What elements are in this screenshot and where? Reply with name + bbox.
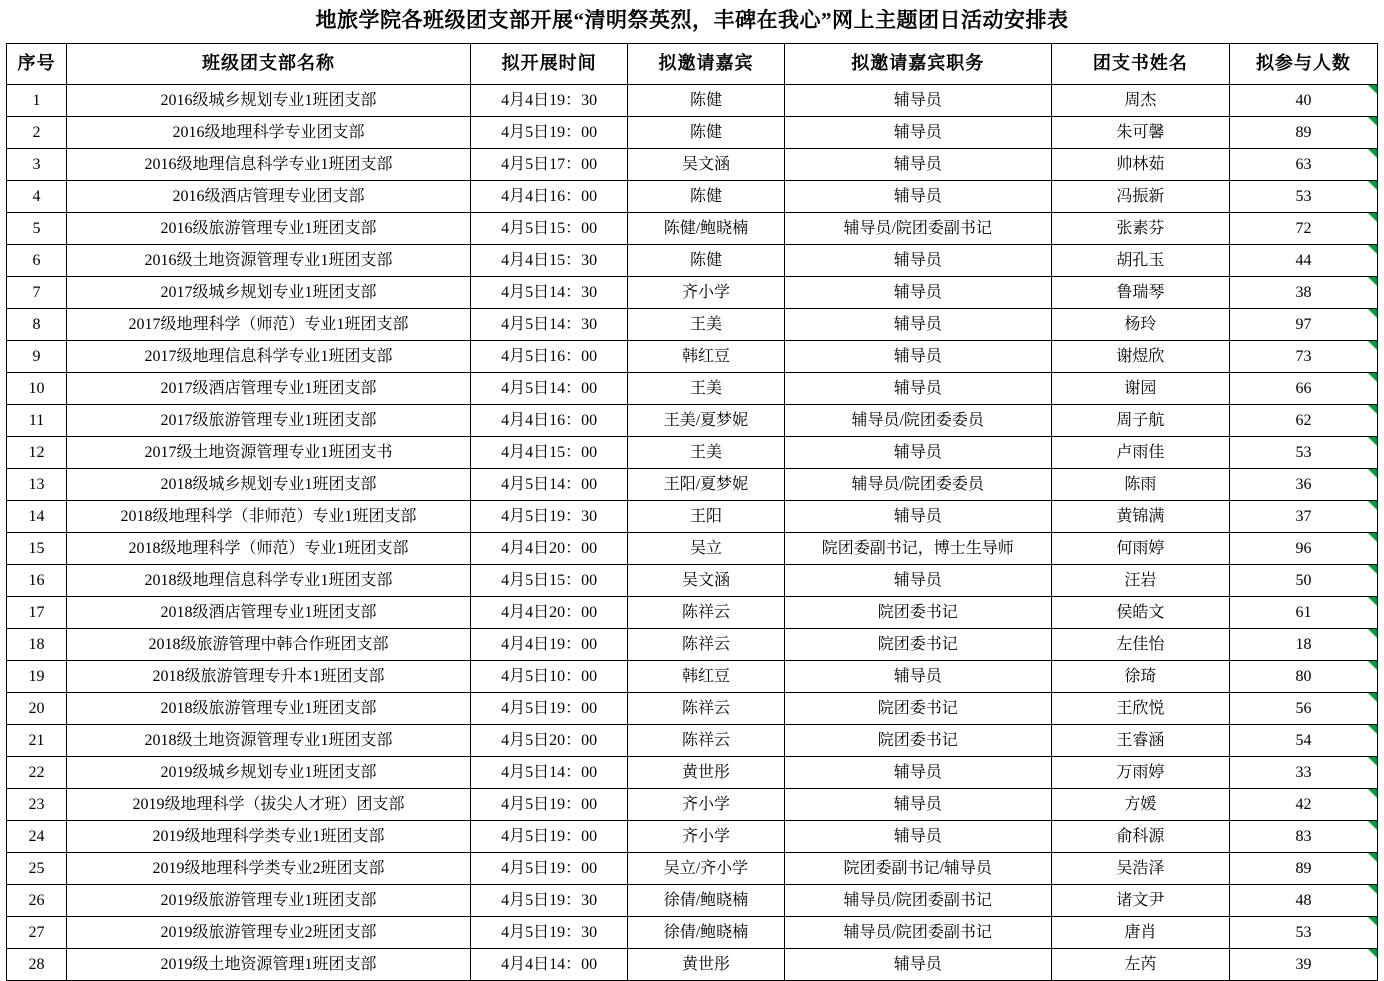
cell-guest: 陈祥云	[628, 693, 784, 725]
cell-secretary: 何雨婷	[1051, 533, 1229, 565]
column-header-index: 序号	[7, 44, 67, 85]
schedule-table	[6, 43, 1378, 981]
cell-participants: 40	[1229, 85, 1377, 117]
table-row	[7, 309, 1378, 341]
cell-time: 4月5日20：00	[470, 725, 627, 757]
cell-time: 4月4日20：00	[470, 597, 627, 629]
cell-guest-title: 院团委书记	[784, 597, 1051, 629]
cell-participants: 53	[1229, 181, 1377, 213]
cell-time: 4月4日19：00	[470, 629, 627, 661]
cell-time: 4月5日10：00	[470, 661, 627, 693]
cell-guest-title: 辅导员	[784, 245, 1051, 277]
cell-guest-title: 辅导员	[784, 437, 1051, 469]
cell-branch-name: 2017级地理信息科学专业1班团支部	[67, 341, 471, 373]
cell-guest-title: 辅导员	[784, 501, 1051, 533]
cell-guest: 陈健	[628, 245, 784, 277]
cell-time: 4月5日14：30	[470, 277, 627, 309]
table-header-row	[7, 44, 1378, 85]
table-row	[7, 533, 1378, 565]
cell-participants: 53	[1229, 437, 1377, 469]
cell-index: 21	[7, 725, 67, 757]
cell-branch-name: 2018级土地资源管理专业1班团支部	[67, 725, 471, 757]
cell-participants: 39	[1229, 949, 1377, 981]
cell-participants: 56	[1229, 693, 1377, 725]
cell-branch-name: 2019级城乡规划专业1班团支部	[67, 757, 471, 789]
cell-guest-title: 辅导员	[784, 117, 1051, 149]
cell-guest-title: 辅导员/院团委委员	[784, 405, 1051, 437]
cell-branch-name: 2018级地理科学（师范）专业1班团支部	[67, 533, 471, 565]
cell-secretary: 周杰	[1051, 85, 1229, 117]
cell-secretary: 左佳怡	[1051, 629, 1229, 661]
cell-guest: 陈健/鲍晓楠	[628, 213, 784, 245]
cell-time: 4月4日14：00	[470, 949, 627, 981]
cell-secretary: 黄锦满	[1051, 501, 1229, 533]
cell-branch-name: 2018级酒店管理专业1班团支部	[67, 597, 471, 629]
table-row	[7, 725, 1378, 757]
cell-guest-title: 院团委副书记，博士生导师	[784, 533, 1051, 565]
cell-participants: 66	[1229, 373, 1377, 405]
cell-time: 4月4日16：00	[470, 181, 627, 213]
cell-index: 24	[7, 821, 67, 853]
cell-time: 4月5日14：00	[470, 373, 627, 405]
cell-secretary: 汪岩	[1051, 565, 1229, 597]
cell-guest-title: 辅导员	[784, 661, 1051, 693]
cell-guest: 陈健	[628, 117, 784, 149]
cell-participants: 53	[1229, 917, 1377, 949]
cell-guest-title: 院团委副书记/辅导员	[784, 853, 1051, 885]
cell-index: 13	[7, 469, 67, 501]
cell-branch-name: 2018级地理信息科学专业1班团支部	[67, 565, 471, 597]
cell-guest: 齐小学	[628, 277, 784, 309]
column-header-time: 拟开展时间	[470, 44, 627, 85]
cell-index: 10	[7, 373, 67, 405]
cell-index: 8	[7, 309, 67, 341]
cell-participants: 96	[1229, 533, 1377, 565]
cell-guest: 徐倩/鲍晓楠	[628, 885, 784, 917]
cell-guest: 黄世彤	[628, 949, 784, 981]
cell-guest: 陈健	[628, 181, 784, 213]
cell-participants: 48	[1229, 885, 1377, 917]
table-header	[7, 44, 1378, 85]
cell-secretary: 方媛	[1051, 789, 1229, 821]
cell-secretary: 陈雨	[1051, 469, 1229, 501]
cell-secretary: 左芮	[1051, 949, 1229, 981]
cell-secretary: 杨玲	[1051, 309, 1229, 341]
cell-branch-name: 2016级地理科学专业团支部	[67, 117, 471, 149]
cell-index: 1	[7, 85, 67, 117]
table-row	[7, 405, 1378, 437]
cell-participants: 72	[1229, 213, 1377, 245]
cell-time: 4月5日14：00	[470, 469, 627, 501]
cell-guest: 吴立/齐小学	[628, 853, 784, 885]
cell-guest-title: 院团委书记	[784, 693, 1051, 725]
cell-time: 4月5日19：30	[470, 917, 627, 949]
cell-participants: 42	[1229, 789, 1377, 821]
cell-time: 4月5日19：00	[470, 117, 627, 149]
cell-guest: 黄世彤	[628, 757, 784, 789]
cell-participants: 50	[1229, 565, 1377, 597]
cell-secretary: 诸文尹	[1051, 885, 1229, 917]
cell-secretary: 张素芬	[1051, 213, 1229, 245]
cell-participants: 83	[1229, 821, 1377, 853]
cell-secretary: 侯皓文	[1051, 597, 1229, 629]
table-row	[7, 373, 1378, 405]
cell-branch-name: 2016级酒店管理专业团支部	[67, 181, 471, 213]
cell-guest-title: 辅导员	[784, 277, 1051, 309]
cell-branch-name: 2018级地理科学（非师范）专业1班团支部	[67, 501, 471, 533]
cell-branch-name: 2016级城乡规划专业1班团支部	[67, 85, 471, 117]
cell-branch-name: 2018级旅游管理专升本1班团支部	[67, 661, 471, 693]
cell-participants: 18	[1229, 629, 1377, 661]
table-row	[7, 85, 1378, 117]
cell-index: 2	[7, 117, 67, 149]
cell-guest: 王美	[628, 437, 784, 469]
cell-participants: 54	[1229, 725, 1377, 757]
cell-guest-title: 辅导员	[784, 181, 1051, 213]
cell-index: 23	[7, 789, 67, 821]
cell-guest: 王美/夏梦妮	[628, 405, 784, 437]
cell-index: 4	[7, 181, 67, 213]
cell-secretary: 谢煜欣	[1051, 341, 1229, 373]
cell-index: 16	[7, 565, 67, 597]
cell-time: 4月4日15：00	[470, 437, 627, 469]
cell-guest-title: 院团委书记	[784, 725, 1051, 757]
table-row	[7, 213, 1378, 245]
cell-index: 15	[7, 533, 67, 565]
cell-index: 9	[7, 341, 67, 373]
table-row	[7, 117, 1378, 149]
column-header-secretary: 团支书姓名	[1051, 44, 1229, 85]
cell-participants: 97	[1229, 309, 1377, 341]
table-row	[7, 501, 1378, 533]
column-header-participants: 拟参与人数	[1229, 44, 1377, 85]
cell-index: 12	[7, 437, 67, 469]
table-body	[7, 85, 1378, 981]
cell-index: 14	[7, 501, 67, 533]
cell-participants: 33	[1229, 757, 1377, 789]
cell-time: 4月5日14：00	[470, 757, 627, 789]
cell-guest-title: 辅导员	[784, 85, 1051, 117]
cell-participants: 73	[1229, 341, 1377, 373]
cell-participants: 37	[1229, 501, 1377, 533]
cell-time: 4月5日19：30	[470, 885, 627, 917]
table-row	[7, 181, 1378, 213]
cell-guest: 陈健	[628, 85, 784, 117]
cell-secretary: 胡孔玉	[1051, 245, 1229, 277]
table-row	[7, 917, 1378, 949]
table-row	[7, 245, 1378, 277]
cell-branch-name: 2019级地理科学类专业1班团支部	[67, 821, 471, 853]
cell-guest-title: 辅导员	[784, 149, 1051, 181]
cell-time: 4月5日19：00	[470, 693, 627, 725]
cell-index: 3	[7, 149, 67, 181]
cell-secretary: 朱可馨	[1051, 117, 1229, 149]
cell-guest: 齐小学	[628, 821, 784, 853]
cell-guest: 徐倩/鲍晓楠	[628, 917, 784, 949]
cell-secretary: 王睿涵	[1051, 725, 1229, 757]
cell-index: 19	[7, 661, 67, 693]
cell-participants: 89	[1229, 117, 1377, 149]
cell-index: 22	[7, 757, 67, 789]
page-title: 地旅学院各班级团支部开展“清明祭英烈，丰碑在我心”网上主题团日活动安排表	[315, 8, 1069, 32]
cell-guest-title: 辅导员	[784, 373, 1051, 405]
cell-guest-title: 辅导员	[784, 309, 1051, 341]
table-row	[7, 789, 1378, 821]
cell-participants: 44	[1229, 245, 1377, 277]
cell-guest-title: 辅导员/院团委副书记	[784, 885, 1051, 917]
cell-guest: 韩红豆	[628, 341, 784, 373]
cell-branch-name: 2018级旅游管理中韩合作班团支部	[67, 629, 471, 661]
table-row	[7, 277, 1378, 309]
cell-index: 20	[7, 693, 67, 725]
cell-secretary: 唐肖	[1051, 917, 1229, 949]
column-header-guest-title: 拟邀请嘉宾职务	[784, 44, 1051, 85]
cell-guest: 韩红豆	[628, 661, 784, 693]
cell-guest-title: 辅导员/院团委委员	[784, 469, 1051, 501]
cell-participants: 80	[1229, 661, 1377, 693]
cell-time: 4月5日15：00	[470, 213, 627, 245]
cell-guest-title: 辅导员/院团委副书记	[784, 213, 1051, 245]
column-header-branch-name: 班级团支部名称	[67, 44, 471, 85]
cell-index: 5	[7, 213, 67, 245]
cell-branch-name: 2018级旅游管理专业1班团支部	[67, 693, 471, 725]
cell-time: 4月5日14：30	[470, 309, 627, 341]
cell-secretary: 周子航	[1051, 405, 1229, 437]
cell-index: 11	[7, 405, 67, 437]
cell-time: 4月5日15：00	[470, 565, 627, 597]
cell-branch-name: 2016级旅游管理专业1班团支部	[67, 213, 471, 245]
table-row	[7, 629, 1378, 661]
table-row	[7, 437, 1378, 469]
cell-secretary: 帅林茹	[1051, 149, 1229, 181]
cell-guest-title: 辅导员	[784, 789, 1051, 821]
cell-branch-name: 2017级土地资源管理专业1班团支书	[67, 437, 471, 469]
cell-guest-title: 辅导员	[784, 757, 1051, 789]
cell-branch-name: 2019级土地资源管理1班团支部	[67, 949, 471, 981]
cell-branch-name: 2016级地理信息科学专业1班团支部	[67, 149, 471, 181]
column-header-guest: 拟邀请嘉宾	[628, 44, 784, 85]
cell-guest: 吴文涵	[628, 565, 784, 597]
cell-secretary: 王欣悦	[1051, 693, 1229, 725]
cell-time: 4月4日20：00	[470, 533, 627, 565]
table-row	[7, 469, 1378, 501]
cell-branch-name: 2017级地理科学（师范）专业1班团支部	[67, 309, 471, 341]
table-row	[7, 661, 1378, 693]
cell-guest-title: 院团委书记	[784, 629, 1051, 661]
cell-guest: 王阳/夏梦妮	[628, 469, 784, 501]
cell-guest: 王阳	[628, 501, 784, 533]
cell-guest: 陈祥云	[628, 725, 784, 757]
cell-branch-name: 2017级酒店管理专业1班团支部	[67, 373, 471, 405]
cell-index: 25	[7, 853, 67, 885]
cell-time: 4月4日19：30	[470, 85, 627, 117]
cell-secretary: 俞科源	[1051, 821, 1229, 853]
cell-guest: 王美	[628, 373, 784, 405]
cell-guest-title: 辅导员	[784, 821, 1051, 853]
cell-time: 4月5日16：00	[470, 341, 627, 373]
cell-participants: 61	[1229, 597, 1377, 629]
cell-secretary: 卢雨佳	[1051, 437, 1229, 469]
table-row	[7, 853, 1378, 885]
cell-time: 4月5日19：00	[470, 789, 627, 821]
cell-guest-title: 辅导员	[784, 565, 1051, 597]
cell-branch-name: 2019级旅游管理专业2班团支部	[67, 917, 471, 949]
table-row	[7, 693, 1378, 725]
cell-guest: 王美	[628, 309, 784, 341]
cell-participants: 89	[1229, 853, 1377, 885]
cell-secretary: 谢园	[1051, 373, 1229, 405]
cell-branch-name: 2018级城乡规划专业1班团支部	[67, 469, 471, 501]
cell-guest-title: 辅导员/院团委副书记	[784, 917, 1051, 949]
cell-participants: 36	[1229, 469, 1377, 501]
cell-guest-title: 辅导员	[784, 949, 1051, 981]
cell-secretary: 吴浩泽	[1051, 853, 1229, 885]
table-row	[7, 597, 1378, 629]
cell-branch-name: 2017级城乡规划专业1班团支部	[67, 277, 471, 309]
cell-index: 7	[7, 277, 67, 309]
cell-time: 4月5日19：30	[470, 501, 627, 533]
cell-participants: 38	[1229, 277, 1377, 309]
cell-secretary: 徐琦	[1051, 661, 1229, 693]
table-row	[7, 341, 1378, 373]
table-row	[7, 885, 1378, 917]
cell-guest: 陈祥云	[628, 597, 784, 629]
cell-secretary: 鲁瑞琴	[1051, 277, 1229, 309]
cell-secretary: 万雨婷	[1051, 757, 1229, 789]
table-row	[7, 565, 1378, 597]
cell-branch-name: 2019级地理科学（拔尖人才班）团支部	[67, 789, 471, 821]
cell-index: 27	[7, 917, 67, 949]
cell-index: 28	[7, 949, 67, 981]
cell-guest: 陈祥云	[628, 629, 784, 661]
cell-time: 4月4日16：00	[470, 405, 627, 437]
cell-index: 18	[7, 629, 67, 661]
cell-guest: 吴立	[628, 533, 784, 565]
table-row	[7, 821, 1378, 853]
cell-branch-name: 2017级旅游管理专业1班团支部	[67, 405, 471, 437]
cell-guest-title: 辅导员	[784, 341, 1051, 373]
cell-guest: 吴文涵	[628, 149, 784, 181]
cell-index: 17	[7, 597, 67, 629]
cell-branch-name: 2019级旅游管理专业1班团支部	[67, 885, 471, 917]
cell-time: 4月4日15：30	[470, 245, 627, 277]
cell-branch-name: 2019级地理科学类专业2班团支部	[67, 853, 471, 885]
cell-time: 4月5日19：00	[470, 853, 627, 885]
cell-index: 6	[7, 245, 67, 277]
cell-secretary: 冯振新	[1051, 181, 1229, 213]
cell-participants: 62	[1229, 405, 1377, 437]
cell-guest: 齐小学	[628, 789, 784, 821]
cell-index: 26	[7, 885, 67, 917]
cell-time: 4月5日19：00	[470, 821, 627, 853]
table-row	[7, 757, 1378, 789]
cell-participants: 63	[1229, 149, 1377, 181]
cell-branch-name: 2016级土地资源管理专业1班团支部	[67, 245, 471, 277]
cell-time: 4月5日17：00	[470, 149, 627, 181]
table-row	[7, 149, 1378, 181]
table-row	[7, 949, 1378, 981]
